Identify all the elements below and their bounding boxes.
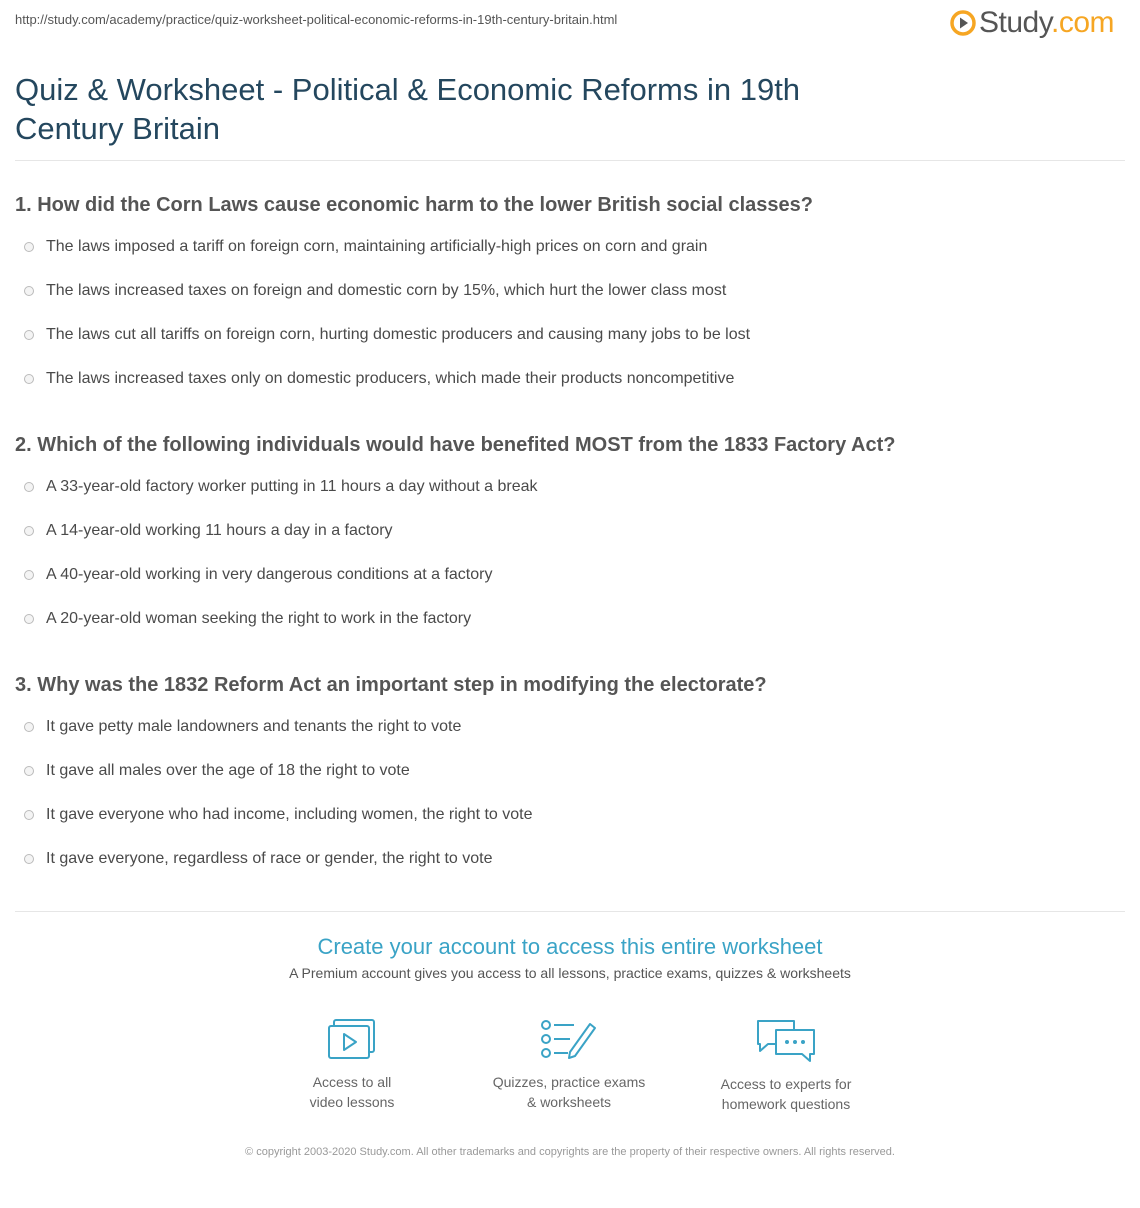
radio-button[interactable] bbox=[24, 570, 34, 580]
video-lessons-icon bbox=[326, 1018, 378, 1062]
answer-option[interactable]: The laws cut all tariffs on foreign corn, hurting domestic producers and causing many jobs to be lost bbox=[24, 326, 750, 344]
cta-divider bbox=[15, 911, 1125, 912]
answer-option[interactable]: It gave everyone, regardless of race or gender, the right to vote bbox=[24, 850, 492, 868]
title-divider bbox=[15, 160, 1125, 161]
study-play-logo-icon bbox=[950, 10, 976, 36]
radio-button[interactable] bbox=[24, 286, 34, 296]
cta-subtitle: A Premium account gives you access to all lessons, practice exams, quizzes & worksheets bbox=[289, 965, 851, 981]
radio-button[interactable] bbox=[24, 330, 34, 340]
copyright-notice: © copyright 2003-2020 Study.com. All other trademarks and copyrights are the property of their respective owners. All rights reserved. bbox=[245, 1146, 895, 1158]
radio-button[interactable] bbox=[24, 242, 34, 252]
answer-option[interactable]: It gave everyone who had income, including women, the right to vote bbox=[24, 806, 533, 824]
chat-bubbles-icon bbox=[754, 1018, 818, 1064]
question-3: 3. Why was the 1832 Reform Act an important step in modifying the electorate? bbox=[15, 674, 767, 696]
radio-button[interactable] bbox=[24, 766, 34, 776]
radio-button[interactable] bbox=[24, 482, 34, 492]
radio-button[interactable] bbox=[24, 810, 34, 820]
radio-button[interactable] bbox=[24, 854, 34, 864]
page-title: Quiz & Worksheet - Political & Economic Reforms in 19th Century Britain bbox=[15, 72, 801, 146]
feature-quizzes: Quizzes, practice exams & worksheets bbox=[469, 1018, 669, 1112]
radio-button[interactable] bbox=[24, 722, 34, 732]
answer-option[interactable]: A 33-year-old factory worker putting in 11 hours a day without a break bbox=[24, 478, 538, 496]
radio-button[interactable] bbox=[24, 374, 34, 384]
answer-option[interactable]: The laws imposed a tariff on foreign corn, maintaining artificially-high prices on corn and grain bbox=[24, 238, 707, 256]
feature-experts: Access to experts for homework questions bbox=[686, 1018, 886, 1114]
create-account-link[interactable]: Create your account to access this entire worksheet bbox=[317, 934, 823, 959]
answer-option[interactable]: A 40-year-old working in very dangerous conditions at a factory bbox=[24, 566, 492, 584]
page-url: http://study.com/academy/practice/quiz-worksheet-political-economic-reforms-in-19th-century-britain.html bbox=[15, 12, 618, 27]
answer-option[interactable]: The laws increased taxes on foreign and domestic corn by 15%, which hurt the lower class most bbox=[24, 282, 726, 300]
radio-button[interactable] bbox=[24, 526, 34, 536]
logo-text: Study.com bbox=[978, 6, 1114, 39]
answer-option[interactable]: It gave petty male landowners and tenants the right to vote bbox=[24, 718, 461, 736]
question-2: 2. Which of the following individuals would have benefited MOST from the 1833 Factory Act? bbox=[15, 434, 896, 456]
feature-video-lessons: Access to all video lessons bbox=[252, 1018, 452, 1112]
answer-option[interactable]: The laws increased taxes only on domestic producers, which made their products noncompetitive bbox=[24, 370, 734, 388]
radio-button[interactable] bbox=[24, 614, 34, 624]
answer-option[interactable]: A 20-year-old woman seeking the right to work in the factory bbox=[24, 610, 471, 628]
study-logo[interactable] bbox=[950, 6, 1114, 40]
answer-option[interactable]: A 14-year-old working 11 hours a day in a factory bbox=[24, 522, 393, 540]
quiz-checklist-icon bbox=[540, 1018, 598, 1062]
question-1: 1. How did the Corn Laws cause economic harm to the lower British social classes? bbox=[15, 194, 813, 216]
answer-option[interactable]: It gave all males over the age of 18 the right to vote bbox=[24, 762, 410, 780]
